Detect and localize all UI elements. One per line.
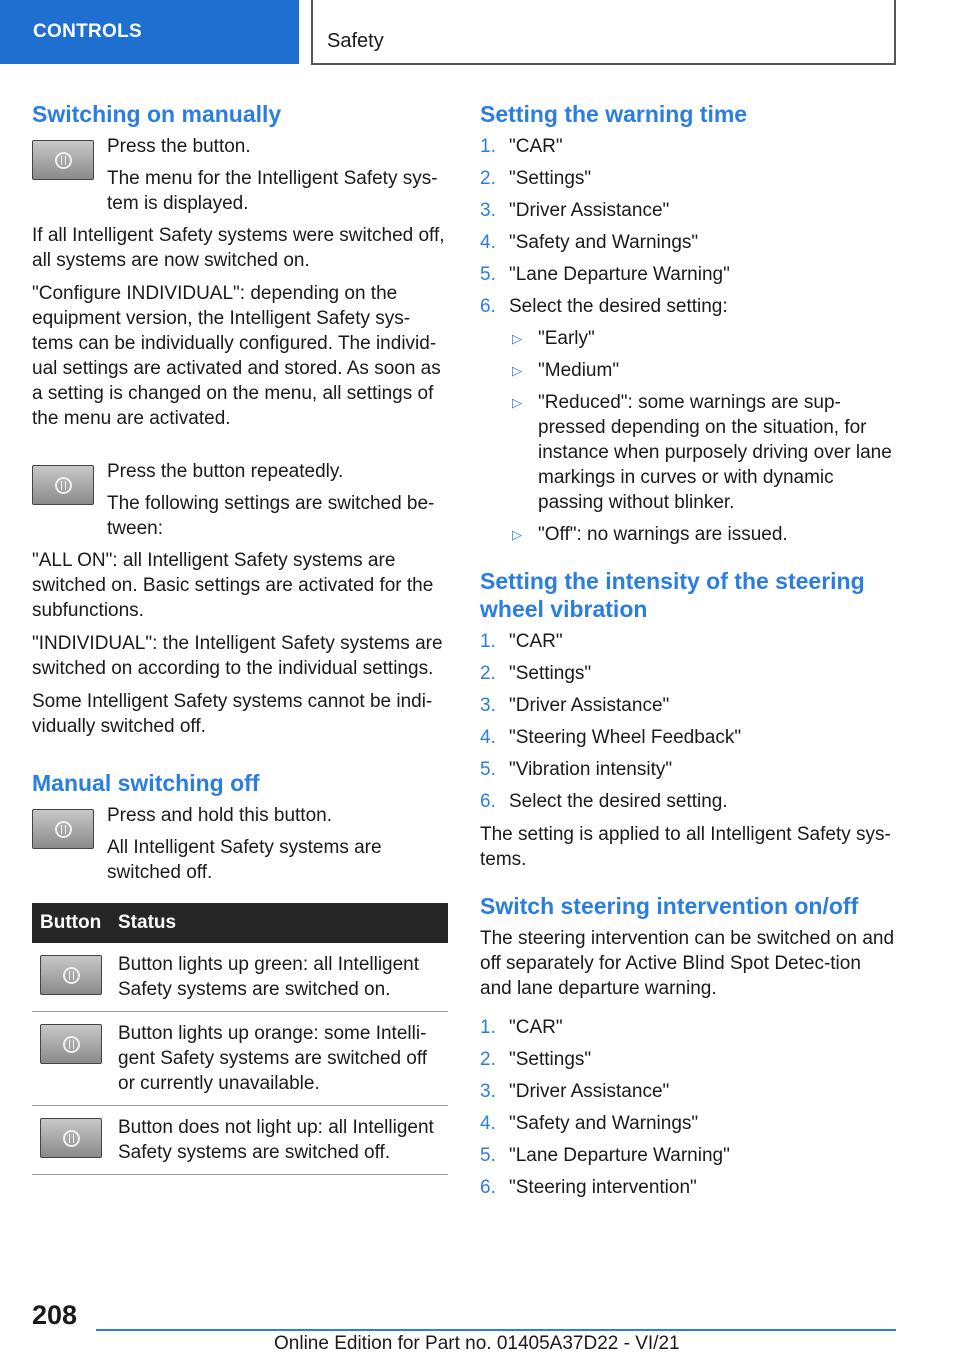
heading-manual-off: Manual switching off	[32, 770, 260, 796]
steering-steps	[480, 1015, 896, 1200]
repeat-text-4: "INDIVIDUAL": the Intelligent Safety systems are switched on according to the individual settings.	[32, 633, 443, 679]
list-item: 4. "Safety and Warnings"	[480, 232, 699, 253]
intelligent-safety-button-icon	[32, 140, 94, 180]
table-row	[32, 1012, 448, 1106]
heading-steering-intervention: Switch steering intervention on/off	[480, 893, 859, 919]
table-row	[32, 943, 448, 1012]
list-item: 6. Select the desired setting.	[480, 791, 728, 812]
repeat-text-5: Some Intelligent Safety systems cannot be indi-vidually switched off.	[32, 691, 433, 737]
right-column	[480, 100, 896, 1208]
intelligent-safety-button-icon	[32, 809, 94, 849]
triangle-bullet-icon: ▷	[512, 363, 522, 378]
page-header-title: Safety	[311, 0, 896, 65]
list-item: 3. "Driver Assistance"	[480, 695, 670, 716]
table-header-row	[32, 903, 448, 943]
on-text-2: The menu for the Intelligent Safety sys-tem is displayed.	[107, 168, 438, 214]
repeat-text-2: The following settings are switched be-tween:	[107, 493, 435, 539]
vibration-note: The setting is applied to all Intelligent Safety sys-tems.	[480, 824, 891, 870]
list-item: 1. "CAR"	[480, 631, 563, 652]
list-item: 4. "Safety and Warnings"	[480, 1113, 699, 1134]
left-column	[32, 100, 448, 1175]
list-item: 5. "Lane Departure Warning"	[480, 264, 730, 285]
steering-text: The steering intervention can be switched on and off separately for Active Blind Spot Detec-tion and lane departure warning.	[480, 928, 895, 999]
list-item: 3. "Driver Assistance"	[480, 200, 670, 221]
vibration-steps	[480, 629, 896, 814]
section-tab-label: CONTROLS	[33, 21, 143, 42]
warning-time-steps	[480, 134, 896, 547]
list-item: 2. "Settings"	[480, 1049, 592, 1070]
list-item: 4. "Steering Wheel Feedback"	[480, 727, 742, 748]
repeat-text-3: "ALL ON": all Intelligent Safety systems are switched on. Basic settings are activated for the subfunctions.	[32, 550, 434, 621]
on-text-3: If all Intelligent Safety systems were switched off, all systems are now switched on.	[32, 225, 445, 271]
triangle-bullet-icon: ▷	[512, 395, 522, 410]
table-header-status: Status	[110, 903, 448, 943]
list-item: 5. "Lane Departure Warning"	[480, 1145, 730, 1166]
off-text-1: Press and hold this button.	[107, 805, 332, 826]
on-text-4: "Configure INDIVIDUAL": depending on the equipment version, the Intelligent Safety sys-tems can be individually configured. The individ-ual settings are activated and stored. As soon as a setting is changed on the menu, all settings of the menu are activated.	[32, 283, 441, 429]
list-item: 1. "CAR"	[480, 136, 563, 157]
list-item: ▷ "Reduced": some warnings are sup-pressed depending on the situation, for instance when purposely driving over lane markings in curves or with dynamic passing without blinker.	[512, 392, 892, 513]
triangle-bullet-icon: ▷	[512, 527, 522, 542]
button-green-icon	[40, 955, 102, 995]
off-text-2: All Intelligent Safety systems are switched off.	[107, 837, 382, 883]
section-tab[interactable]	[0, 0, 299, 64]
button-orange-icon	[40, 1024, 102, 1064]
switch-off-block	[32, 803, 448, 885]
on-text-1: Press the button.	[107, 136, 251, 157]
list-item: 3. "Driver Assistance"	[480, 1081, 670, 1102]
list-item: ▷ "Early"	[512, 328, 595, 349]
table-cell-status: Button lights up green: all Intelligent Safety systems are switched on.	[110, 943, 448, 1012]
list-item: 6. Select the desired setting: ▷ "Early" ▷ "Medium" ▷ "Reduced": some warnings are sup-pressed depending on the situation, for instance when purposely driving over lane markings in curves or with dynamic passing without blinker. ▷ "Off": no warnings are issued.	[480, 294, 896, 547]
switch-on-block	[32, 134, 448, 216]
list-item: 6. "Steering intervention"	[480, 1177, 697, 1198]
heading-vibration-intensity: Setting the intensity of the steering wheel vibration	[480, 568, 865, 622]
repeat-text-1: Press the button repeatedly.	[107, 461, 344, 482]
table-cell-status: Button does not light up: all Intelligent Safety systems are switched off.	[110, 1106, 448, 1175]
list-item: ▷ "Medium"	[512, 360, 620, 381]
table-row	[32, 1106, 448, 1175]
list-item: ▷ "Off": no warnings are issued.	[512, 524, 788, 545]
button-status-table	[32, 903, 448, 1175]
edition-text: Online Edition for Part no. 01405A37D22 - VI/21	[274, 1333, 680, 1354]
heading-switching-on: Switching on manually	[32, 101, 282, 127]
list-item: 1. "CAR"	[480, 1017, 563, 1038]
table-header-button: Button	[32, 903, 110, 943]
button-off-icon	[40, 1118, 102, 1158]
list-item: 5. "Vibration intensity"	[480, 759, 673, 780]
list-item: 2. "Settings"	[480, 168, 592, 189]
repeat-block	[32, 459, 448, 541]
table-cell-status: Button lights up orange: some Intelli-gent Safety systems are switched off or currently unavailable.	[110, 1012, 448, 1106]
page-number: 208	[32, 1300, 78, 1330]
footer-divider	[96, 1329, 896, 1331]
triangle-bullet-icon: ▷	[512, 331, 522, 346]
heading-warning-time: Setting the warning time	[480, 101, 748, 127]
list-item: 2. "Settings"	[480, 663, 592, 684]
warning-options	[509, 326, 896, 547]
intelligent-safety-button-icon	[32, 465, 94, 505]
